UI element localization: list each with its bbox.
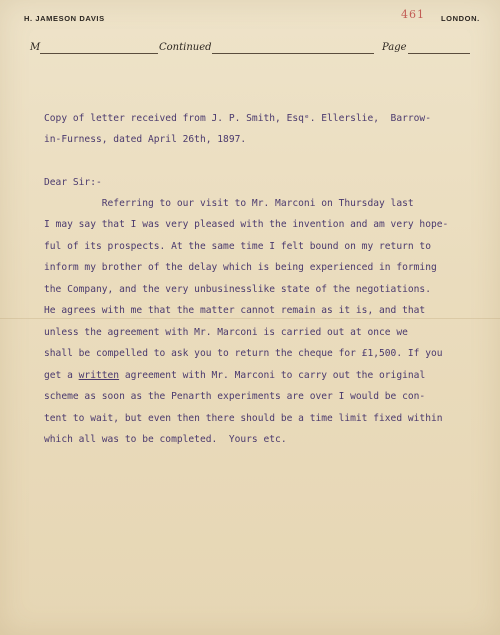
body-line: which all was to be completed. Yours etc. [44,434,287,445]
text-after-underline: agreement with Mr. Marconi to carry out the original [119,370,426,381]
body-line: ful of its prospects. At the same time I felt bound on my return to [44,241,431,252]
page-label: Page [382,42,407,53]
continued-label: Continued [159,42,212,53]
heading-line-2: in-Furness, dated April 26th, 1897. [44,134,247,145]
body-line: tent to wait, but even then there should be a time limit fixed within [44,413,443,424]
body-line: shall be compelled to ask you to return the cheque for £1,500. If you [44,348,443,359]
heading-line-1: Copy of letter received from J. P. Smith, Esqᵉ. Ellerslie, Barrow- [44,113,431,124]
body-line: Referring to our visit to Mr. Marconi on Thursday last [44,198,414,209]
body-line: unless the agreement with Mr. Marconi is carried out at once we [44,327,408,338]
continued-rule [212,53,374,54]
page-rule [408,53,470,54]
underlined-word: written [78,370,120,381]
m-field-label: M [30,42,41,53]
m-field-rule [40,53,158,54]
archive-number: 461 [401,8,425,21]
text-before-underline: get a [44,370,79,381]
body-line: scheme as soon as the Penarth experiments are over I would be con- [44,391,426,402]
body-line: inform my brother of the delay which is being experienced in forming [44,262,437,273]
body-line: I may say that I was very pleased with the invention and am very hope- [44,219,449,230]
body-line: He agrees with me that the matter cannot remain as it is, and that [44,305,426,316]
body-line-underlined [44,365,425,387]
body-line: the Company, and the very unbusinesslike state of the negotiations. [44,284,431,295]
salutation: Dear Sir:- [44,177,102,188]
letterhead-sender: H. JAMESON DAVIS [24,14,105,23]
letterhead-city: LONDON. [441,14,480,23]
